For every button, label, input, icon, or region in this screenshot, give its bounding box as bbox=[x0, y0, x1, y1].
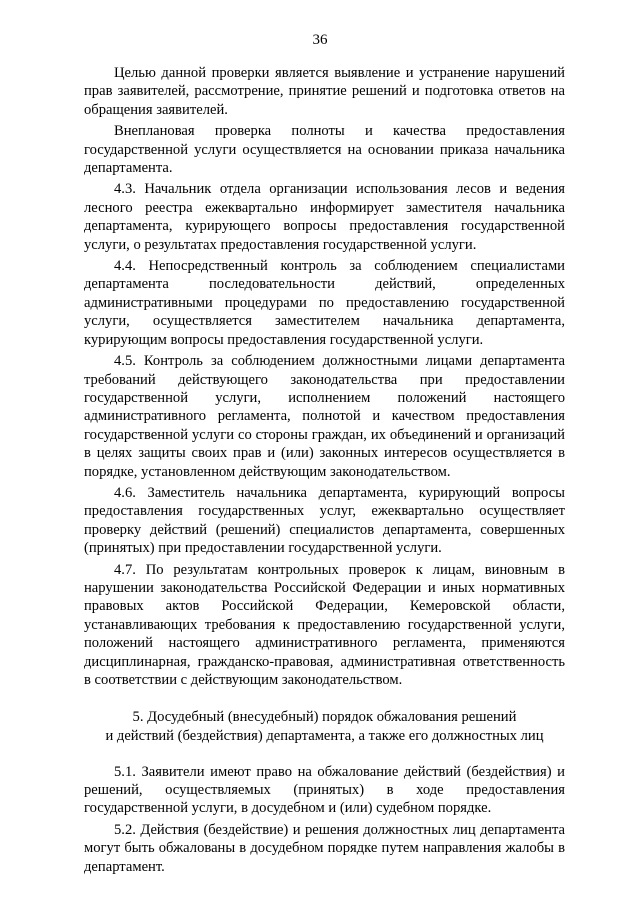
paragraph-4-4: 4.4. Непосредственный контроль за соблюдением специалистами департамента последовательности действий, определенных административными процедурами по предоставлению государственной услуги, осуществляется заместителем начальника департамента, курирующим вопросы предоставления государственной услуги. bbox=[84, 258, 565, 348]
paragraph-4-6: 4.6. Заместитель начальника департамента, курирующий вопросы предоставления государственных услуг, ежеквартально осуществляет проверку действий (решений) специалистов департамента, совершенных (принятых) при предоставлении государственной услуги. bbox=[84, 484, 565, 557]
paragraph-4-7: 4.7. По результатам контрольных проверок к лицам, виновным в нарушении законодательства Российской Федерации и иных нормативных правовых актов Российской Федерации, Кемеровской области, устанавливающих требования к предоставлению государственной услуги, положений настоящего административного регламента, применяются дисциплинарная, гражданско-правовая, административная ответственность в соответствии с действующим законодательством. bbox=[84, 561, 565, 688]
paragraph-4-5: 4.5. Контроль за соблюдением должностными лицами департамента требований действующего законодательства при предоставлении государственной услуги, исполнением положений настоящего административного регламента, полнотой и качеством предоставления государственной услуги со стороны граждан, их объединений и организаций в целях защиты своих прав и (или) законных интересов осуществляется в порядке, установленном действующим законодательством. bbox=[84, 353, 565, 480]
paragraph-5-2: 5.2. Действия (бездействие) и решения должностных лиц департамента могут быть обжалованы в досудебном порядке путем направления жалобы в департамент. bbox=[84, 821, 565, 875]
document-body bbox=[84, 64, 565, 879]
section-5-heading-line-2: и действий (бездействия) департамента, а также его должностных лиц bbox=[105, 728, 544, 744]
paragraph-4-3: 4.3. Начальник отдела организации использования лесов и ведения лесного реестра ежеквартально информирует заместителя начальника департамента, курирующего вопросы предоставления государственной услуги, о результатах предоставления государственной услуги. bbox=[84, 181, 565, 253]
paragraph-inspection-purpose: Целью данной проверки является выявление и устранение нарушений прав заявителей, рассмотрение, принятие решений и подготовка ответов на обращения заявителей. bbox=[84, 65, 565, 118]
paragraph-unscheduled-inspection: Внеплановая проверка полноты и качества предоставления государственной услуги осуществляется на основании приказа начальника департамента. bbox=[84, 123, 565, 177]
paragraph-5-1: 5.1. Заявители имеют право на обжалование действий (бездействия) и решений, осуществляемых (принятых) в ходе предоставления государственной услуги, в досудебном и (или) судебном порядке. bbox=[84, 763, 565, 817]
section-5-heading bbox=[84, 708, 565, 745]
section-5-heading-line-1: 5. Досудебный (внесудебный) порядок обжалования решений bbox=[132, 709, 517, 726]
page-number: 36 bbox=[312, 32, 328, 48]
